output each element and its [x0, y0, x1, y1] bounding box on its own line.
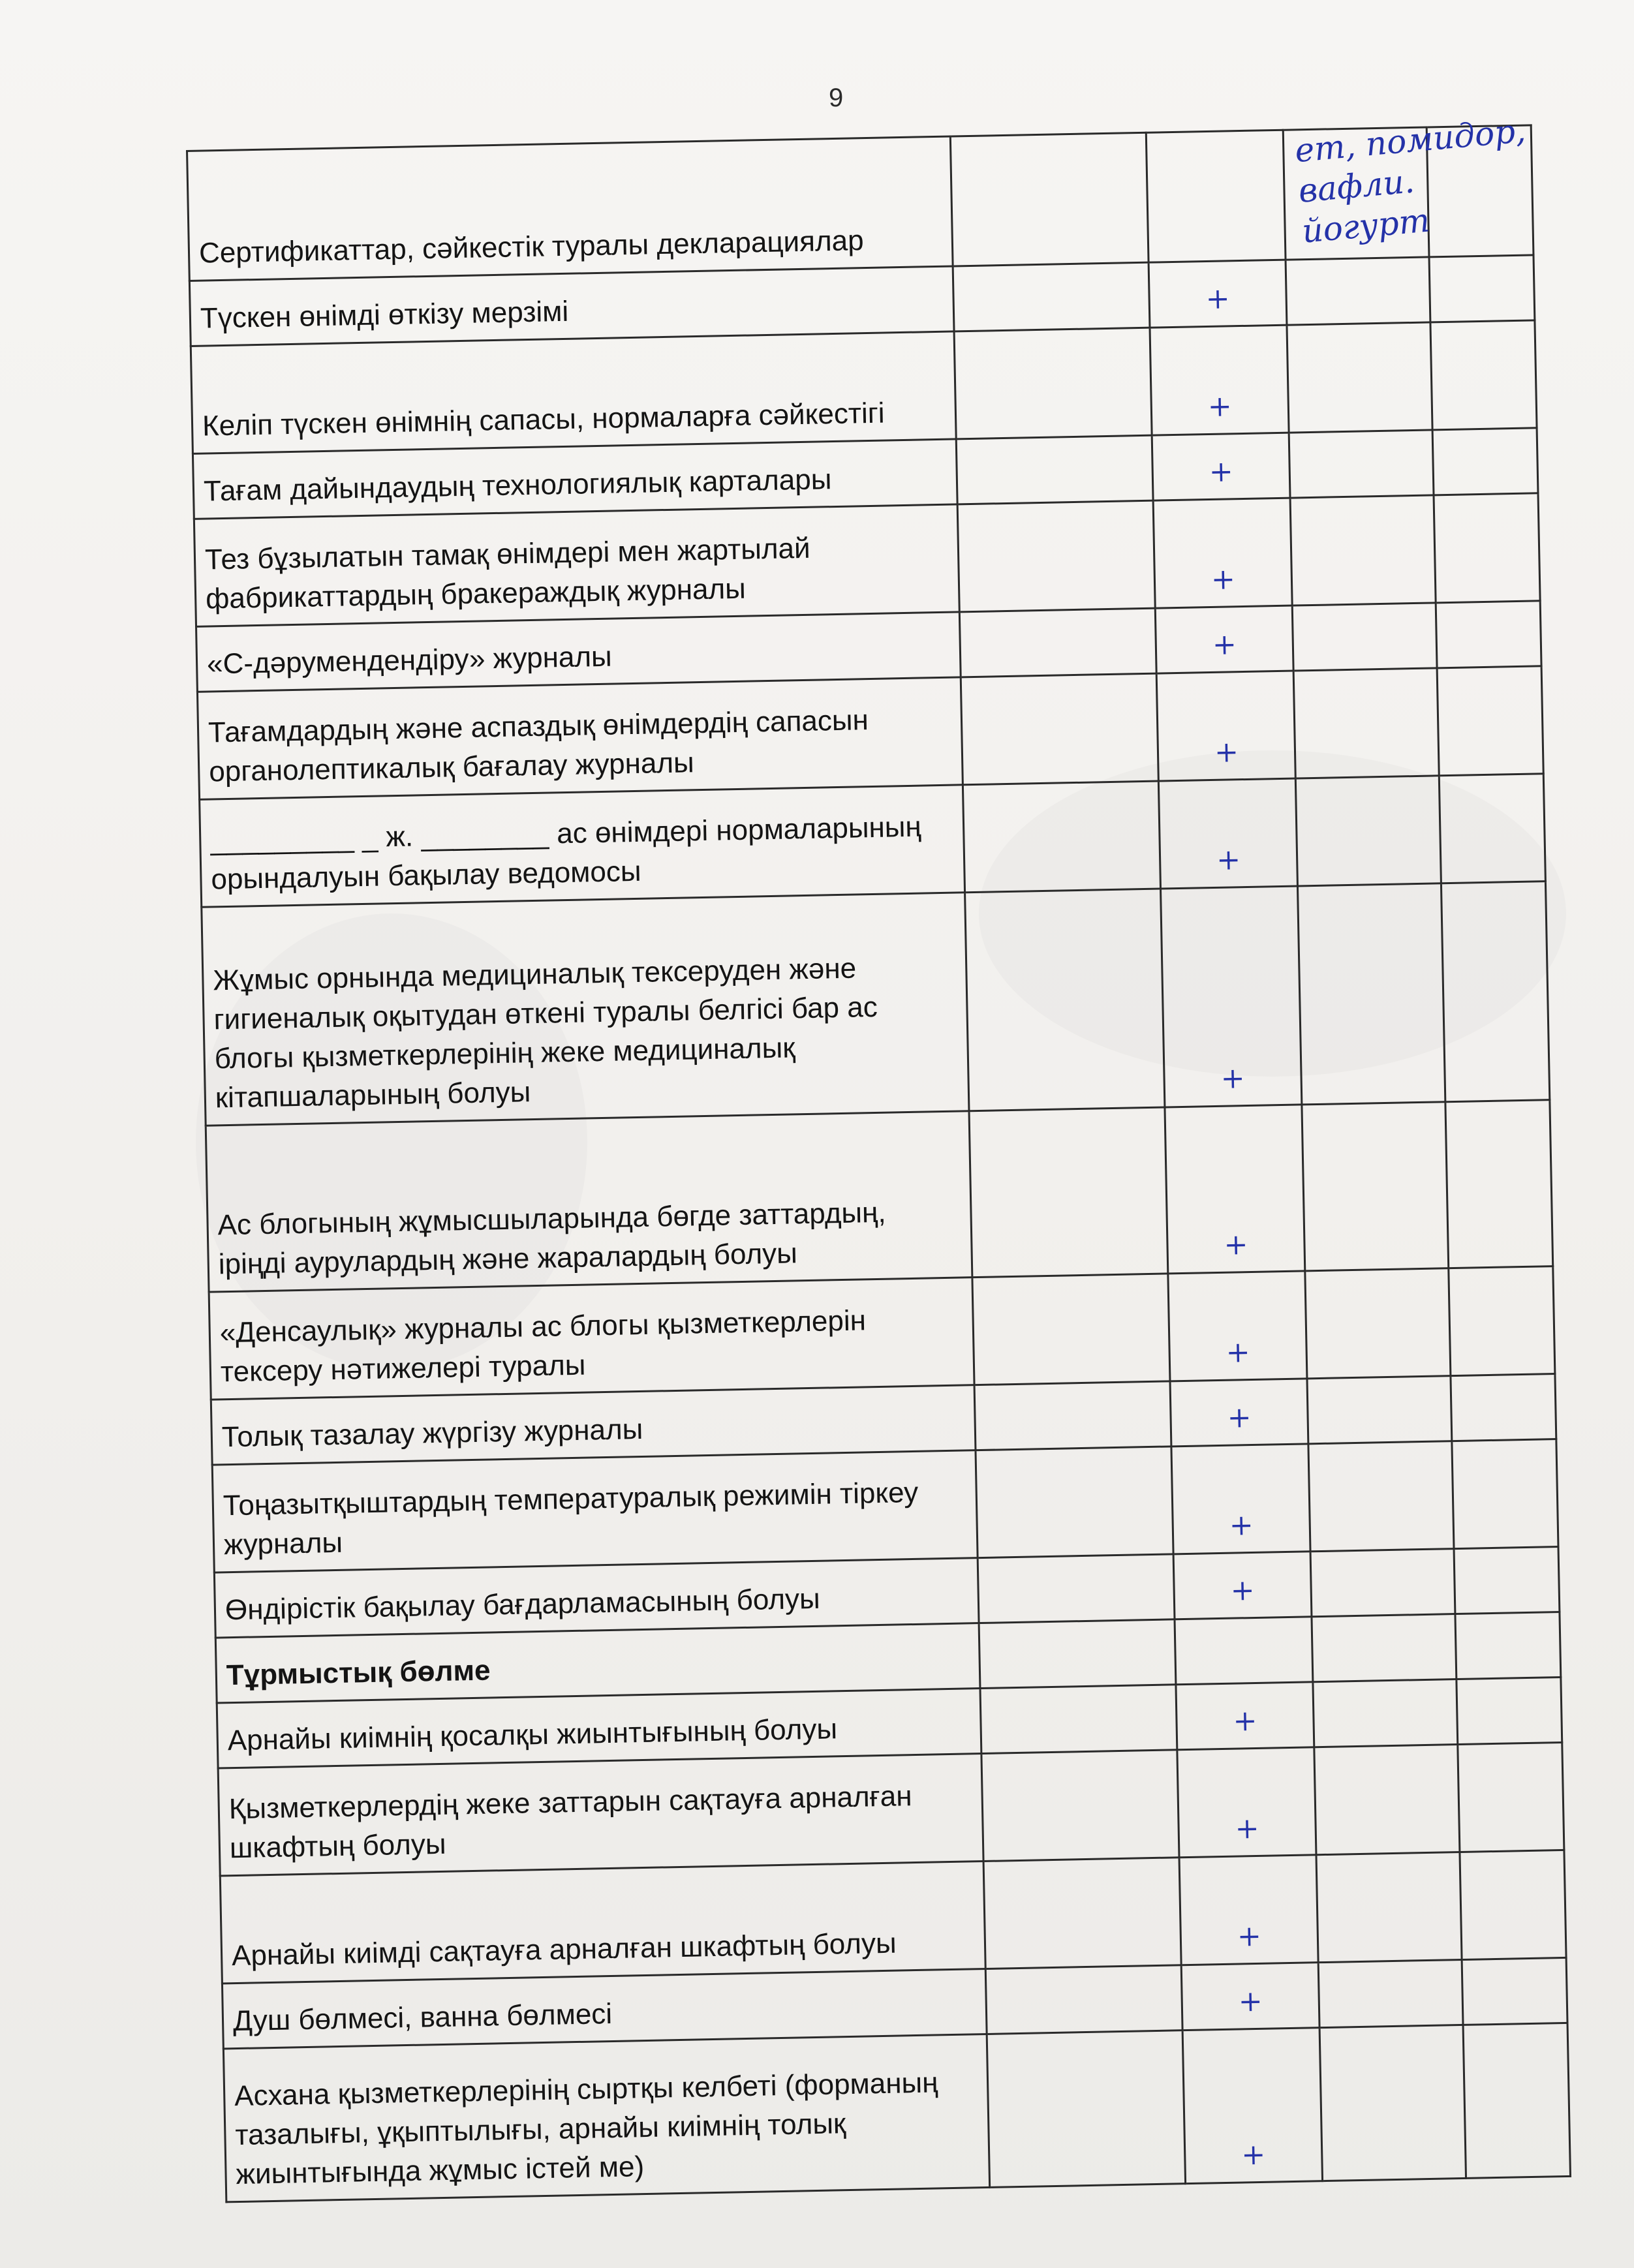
empty-cell	[961, 673, 1158, 785]
checklist-row	[206, 1100, 1553, 1292]
empty-cell	[956, 435, 1153, 504]
empty-cell	[1302, 1102, 1449, 1271]
empty-cell	[1436, 601, 1541, 668]
row-label: Арнайы киімнің қосалқы жиынтығының болуы	[217, 1689, 981, 1768]
check-mark	[1146, 130, 1286, 262]
check-mark: +	[1182, 2028, 1322, 2184]
empty-cell	[1310, 1549, 1455, 1617]
empty-cell	[1454, 1547, 1560, 1614]
checklist-table	[186, 111, 1571, 2203]
handwritten-note-line: вафли.	[1297, 162, 1416, 210]
empty-cell	[965, 889, 1165, 1111]
empty-cell	[1445, 1100, 1553, 1268]
empty-cell	[1319, 2025, 1466, 2181]
row-label: «Денсаулық» журналы ас блогы қызметкерлерін тексеру нәтижелері туралы	[209, 1278, 974, 1400]
check-mark: +	[1176, 1682, 1314, 1750]
empty-cell	[1432, 428, 1538, 495]
check-mark	[1175, 1617, 1313, 1685]
empty-cell	[1307, 1376, 1452, 1444]
empty-cell	[1293, 668, 1439, 778]
empty-cell	[1289, 430, 1434, 498]
empty-cell	[976, 1447, 1173, 1558]
empty-cell	[981, 1750, 1179, 1862]
empty-cell	[1449, 1266, 1555, 1376]
row-label: _________ _ ж. ________ ас өнімдері нормаларының орындалуын бақылау ведомосы	[200, 785, 965, 907]
row-label: Душ бөлмесі, ванна бөлмесі	[222, 1969, 987, 2048]
empty-cell	[1316, 1852, 1462, 1963]
row-label: Тағам дайындаудың технологиялық карталары	[193, 439, 957, 519]
empty-cell	[1437, 666, 1543, 776]
check-mark: +	[1152, 433, 1290, 500]
empty-cell	[1287, 322, 1432, 433]
empty-cell	[1434, 493, 1540, 603]
row-label: Жұмыс орнында медициналық тексеруден және гигиеналық оқытудан өткені туралы белгісі бар ас блогы қызметкерлерінің жеке медициналық кітапшаларының болуы	[202, 893, 969, 1126]
check-mark: +	[1161, 886, 1302, 1107]
empty-cell	[959, 608, 1156, 677]
handwritten-note-text	[1293, 111, 1528, 252]
handwritten-note-line: ет, помидор,	[1293, 111, 1528, 170]
handwritten-note-line: йогурт	[1300, 201, 1432, 251]
check-mark: +	[1168, 1271, 1307, 1381]
check-mark: +	[1179, 1855, 1318, 1965]
empty-cell	[1463, 2023, 1570, 2178]
empty-cell	[1318, 1959, 1463, 2027]
row-label: Арнайы киімді сақтауға арналған шкафтың болуы	[220, 1862, 985, 1984]
check-mark: +	[1158, 778, 1297, 889]
empty-cell	[1439, 774, 1545, 883]
section-title: Тұрмыстық бөлме	[215, 1623, 980, 1703]
check-mark: +	[1153, 498, 1292, 608]
row-label: Сертификаттар, сәйкестік туралы декларациялар	[187, 136, 953, 281]
empty-cell	[978, 1554, 1175, 1623]
row-label: Келіп түскен өнімнің сапасы, нормаларға сәйкестігі	[191, 331, 956, 453]
empty-cell	[1462, 1957, 1567, 2025]
row-label: Өндірістік бақылау бағдарламасының болуы	[214, 1558, 979, 1638]
check-mark: +	[1155, 605, 1293, 673]
checklist-row	[223, 2023, 1570, 2202]
row-label: Ас блогының жұмысшыларында бөгде заттардың, іріңді аурулардың және жаралардың болуы	[206, 1111, 972, 1292]
empty-cell	[1457, 1677, 1562, 1744]
row-label: Қызметкерлердің жеке заттарын сақтауға арналған шкафтың болуы	[218, 1754, 983, 1876]
empty-cell	[950, 132, 1148, 266]
row-label: Тез бұзылатын тамақ өнімдері мен жартылай фабрикаттардың бракераждық журналы	[194, 504, 959, 626]
page-number: 9	[829, 84, 844, 112]
checklist-row	[187, 125, 1534, 281]
empty-cell	[979, 1619, 1176, 1689]
empty-cell	[974, 1381, 1171, 1450]
empty-cell	[1314, 1745, 1460, 1855]
empty-cell	[972, 1274, 1170, 1385]
empty-cell	[1292, 603, 1437, 671]
row-label: Толық тазалау жүргізу журналы	[211, 1385, 976, 1465]
check-mark: +	[1171, 1444, 1310, 1554]
empty-cell	[1430, 320, 1537, 430]
empty-cell	[1286, 257, 1430, 325]
empty-cell	[980, 1685, 1177, 1754]
empty-cell	[969, 1107, 1168, 1278]
row-label: Асхана қызметкерлерінің сыртқы келбеті (форманың тазалығы, ұқыптылығы, арнайы киімнің толық жиынтығында жұмыс істей ме)	[223, 2034, 989, 2201]
empty-cell	[1297, 883, 1445, 1105]
empty-cell	[985, 1965, 1182, 2034]
row-label: «С-дәрумендендіру» журналы	[196, 612, 961, 692]
row-label: Тағамдардың және аспаздық өнімдердің сапасын органолептикалық бағалау журналы	[197, 677, 963, 799]
check-mark: +	[1150, 325, 1289, 435]
empty-cell	[1458, 1742, 1564, 1852]
empty-cell	[953, 262, 1150, 331]
handwritten-note	[1283, 111, 1528, 260]
empty-cell	[983, 1858, 1181, 1969]
empty-cell	[957, 500, 1155, 612]
check-mark: +	[1181, 1963, 1319, 2030]
checklist-row	[202, 881, 1550, 1126]
empty-cell	[1452, 1439, 1558, 1549]
empty-cell	[1305, 1268, 1451, 1379]
empty-cell	[987, 2030, 1185, 2188]
check-mark: +	[1173, 1552, 1312, 1619]
empty-cell	[1295, 776, 1441, 886]
check-mark: +	[1170, 1379, 1308, 1447]
check-mark: +	[1165, 1105, 1305, 1274]
empty-cell	[1313, 1679, 1458, 1747]
empty-cell	[1308, 1441, 1454, 1552]
empty-cell	[1451, 1374, 1556, 1441]
check-mark: +	[1148, 260, 1287, 328]
empty-cell	[1441, 881, 1549, 1102]
empty-cell	[1290, 495, 1436, 605]
check-mark: +	[1177, 1747, 1316, 1858]
empty-cell	[1312, 1614, 1457, 1682]
empty-cell	[1429, 255, 1535, 322]
check-mark: +	[1156, 671, 1295, 781]
empty-cell	[1460, 1850, 1566, 1959]
empty-cell	[1455, 1612, 1561, 1679]
row-label: Түскен өнімді өткізу мерзімі	[189, 266, 954, 346]
checklist-sheet	[186, 111, 1567, 2191]
empty-cell	[963, 781, 1160, 893]
row-label: Тоңазытқыштардың температуралық режимін тіркеу журналы	[212, 1450, 978, 1572]
empty-cell	[954, 328, 1152, 439]
